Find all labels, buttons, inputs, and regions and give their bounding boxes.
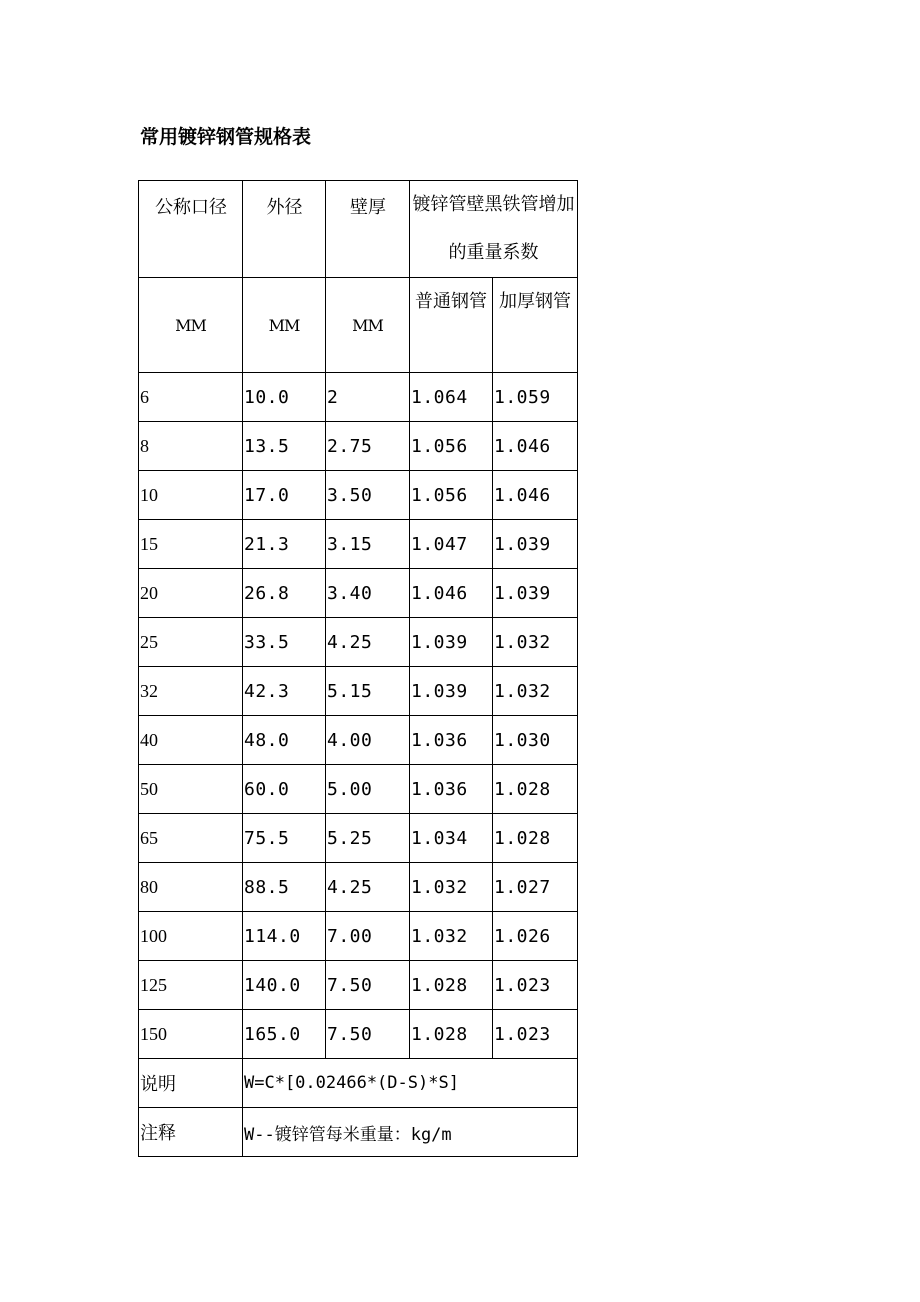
- header-nominal-diameter: 公称口径: [139, 181, 243, 278]
- cell-normal-pipe-factor: 1.046: [410, 569, 493, 618]
- cell-outer-diameter: 75.5: [243, 814, 326, 863]
- table-row: [139, 961, 578, 1010]
- explanation-text: W=C*[0.02466*(D-S)*S]: [243, 1059, 578, 1108]
- cell-nominal-diameter: 32: [139, 667, 243, 716]
- cell-nominal-diameter: 10: [139, 471, 243, 520]
- cell-wall-thickness: 3.40: [326, 569, 410, 618]
- cell-outer-diameter: 48.0: [243, 716, 326, 765]
- cell-outer-diameter: 10.0: [243, 373, 326, 422]
- annotation-label: 注释: [139, 1108, 243, 1157]
- unit-wall: MM: [326, 278, 410, 373]
- cell-wall-thickness: 3.15: [326, 520, 410, 569]
- cell-normal-pipe-factor: 1.032: [410, 912, 493, 961]
- table-row: [139, 716, 578, 765]
- spec-table: [138, 180, 578, 1157]
- table-row: [139, 618, 578, 667]
- cell-nominal-diameter: 125: [139, 961, 243, 1010]
- cell-outer-diameter: 140.0: [243, 961, 326, 1010]
- cell-outer-diameter: 21.3: [243, 520, 326, 569]
- table-row: [139, 471, 578, 520]
- cell-nominal-diameter: 65: [139, 814, 243, 863]
- cell-thick-pipe-factor: 1.046: [493, 471, 578, 520]
- annotation-row: [139, 1108, 578, 1157]
- cell-outer-diameter: 17.0: [243, 471, 326, 520]
- cell-normal-pipe-factor: 1.032: [410, 863, 493, 912]
- cell-normal-pipe-factor: 1.056: [410, 471, 493, 520]
- cell-outer-diameter: 165.0: [243, 1010, 326, 1059]
- cell-normal-pipe-factor: 1.028: [410, 961, 493, 1010]
- cell-thick-pipe-factor: 1.039: [493, 569, 578, 618]
- cell-thick-pipe-factor: 1.028: [493, 814, 578, 863]
- cell-thick-pipe-factor: 1.027: [493, 863, 578, 912]
- cell-nominal-diameter: 25: [139, 618, 243, 667]
- cell-nominal-diameter: 80: [139, 863, 243, 912]
- cell-wall-thickness: 5.25: [326, 814, 410, 863]
- cell-wall-thickness: 7.50: [326, 1010, 410, 1059]
- cell-nominal-diameter: 8: [139, 422, 243, 471]
- table-row: [139, 863, 578, 912]
- table-row: [139, 912, 578, 961]
- cell-wall-thickness: 4.25: [326, 618, 410, 667]
- cell-thick-pipe-factor: 1.032: [493, 618, 578, 667]
- table-row: [139, 373, 578, 422]
- cell-thick-pipe-factor: 1.046: [493, 422, 578, 471]
- cell-normal-pipe-factor: 1.056: [410, 422, 493, 471]
- cell-wall-thickness: 2.75: [326, 422, 410, 471]
- cell-outer-diameter: 88.5: [243, 863, 326, 912]
- header-wall-thickness: 壁厚: [326, 181, 410, 278]
- header-row-1: [139, 181, 578, 278]
- cell-thick-pipe-factor: 1.030: [493, 716, 578, 765]
- explanation-label: 说明: [139, 1059, 243, 1108]
- header-thick-pipe: 加厚钢管: [493, 278, 578, 373]
- cell-outer-diameter: 13.5: [243, 422, 326, 471]
- cell-nominal-diameter: 20: [139, 569, 243, 618]
- cell-normal-pipe-factor: 1.036: [410, 765, 493, 814]
- cell-thick-pipe-factor: 1.023: [493, 1010, 578, 1059]
- header-normal-pipe: 普通钢管: [410, 278, 493, 373]
- cell-thick-pipe-factor: 1.026: [493, 912, 578, 961]
- table-row: [139, 765, 578, 814]
- unit-outer: MM: [243, 278, 326, 373]
- cell-nominal-diameter: 6: [139, 373, 243, 422]
- cell-thick-pipe-factor: 1.059: [493, 373, 578, 422]
- cell-wall-thickness: 4.25: [326, 863, 410, 912]
- cell-thick-pipe-factor: 1.028: [493, 765, 578, 814]
- cell-normal-pipe-factor: 1.039: [410, 667, 493, 716]
- cell-normal-pipe-factor: 1.064: [410, 373, 493, 422]
- header-outer-diameter: 外径: [243, 181, 326, 278]
- cell-thick-pipe-factor: 1.023: [493, 961, 578, 1010]
- cell-normal-pipe-factor: 1.039: [410, 618, 493, 667]
- cell-nominal-diameter: 100: [139, 912, 243, 961]
- unit-nominal: MM: [139, 278, 243, 373]
- table-row: [139, 814, 578, 863]
- table-row: [139, 422, 578, 471]
- header-weight-factor: 镀锌管壁黑铁管增加的重量系数: [410, 181, 578, 278]
- table-row: [139, 520, 578, 569]
- table-row: [139, 667, 578, 716]
- cell-normal-pipe-factor: 1.036: [410, 716, 493, 765]
- cell-normal-pipe-factor: 1.034: [410, 814, 493, 863]
- cell-thick-pipe-factor: 1.032: [493, 667, 578, 716]
- cell-outer-diameter: 26.8: [243, 569, 326, 618]
- cell-wall-thickness: 5.00: [326, 765, 410, 814]
- cell-wall-thickness: 7.00: [326, 912, 410, 961]
- cell-wall-thickness: 7.50: [326, 961, 410, 1010]
- table-row: [139, 569, 578, 618]
- annotation-text: W--镀锌管每米重量：kg/m: [243, 1108, 578, 1157]
- cell-nominal-diameter: 150: [139, 1010, 243, 1059]
- cell-nominal-diameter: 50: [139, 765, 243, 814]
- cell-outer-diameter: 42.3: [243, 667, 326, 716]
- cell-outer-diameter: 114.0: [243, 912, 326, 961]
- cell-wall-thickness: 2: [326, 373, 410, 422]
- header-row-2: [139, 278, 578, 373]
- explanation-row: [139, 1059, 578, 1108]
- cell-normal-pipe-factor: 1.028: [410, 1010, 493, 1059]
- cell-nominal-diameter: 40: [139, 716, 243, 765]
- cell-thick-pipe-factor: 1.039: [493, 520, 578, 569]
- cell-nominal-diameter: 15: [139, 520, 243, 569]
- cell-outer-diameter: 60.0: [243, 765, 326, 814]
- cell-outer-diameter: 33.5: [243, 618, 326, 667]
- cell-wall-thickness: 4.00: [326, 716, 410, 765]
- cell-normal-pipe-factor: 1.047: [410, 520, 493, 569]
- cell-wall-thickness: 5.15: [326, 667, 410, 716]
- table-row: [139, 1010, 578, 1059]
- cell-wall-thickness: 3.50: [326, 471, 410, 520]
- page-title: 常用镀锌钢管规格表: [140, 126, 312, 148]
